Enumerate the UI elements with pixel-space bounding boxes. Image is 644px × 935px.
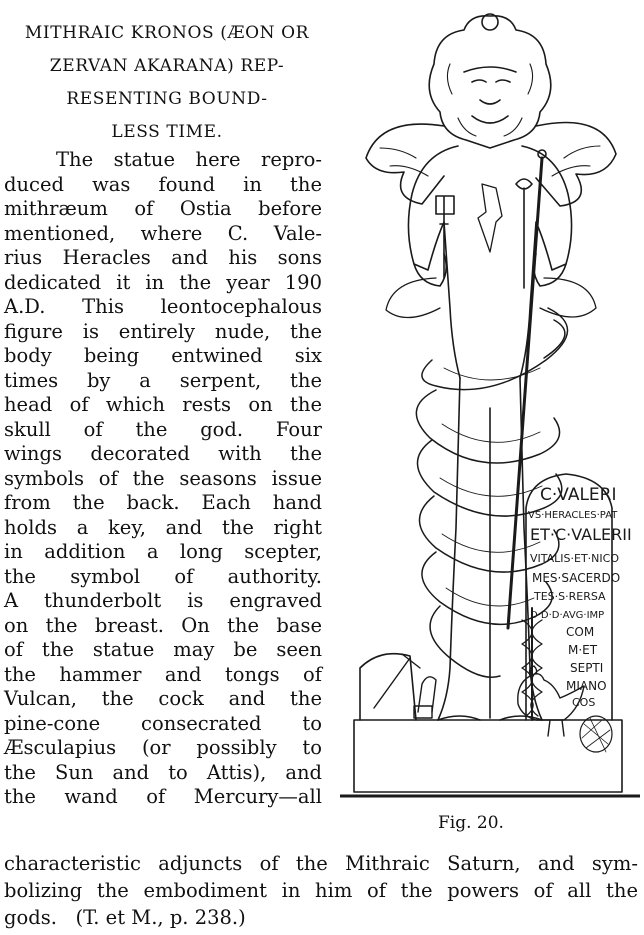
description-full-width bbox=[4, 850, 638, 931]
left-wing bbox=[366, 124, 444, 204]
text-line: symbols of the seasons issue bbox=[4, 466, 322, 490]
citation: (T. et M., p. 238.) bbox=[75, 906, 246, 929]
text-line-final bbox=[4, 904, 638, 931]
inscription-line: MES·SACERDO bbox=[532, 571, 621, 585]
pine-cone bbox=[580, 716, 612, 752]
inscription-line: MIANO bbox=[566, 679, 607, 693]
right-wing bbox=[536, 123, 616, 207]
thunderbolt bbox=[478, 184, 502, 252]
text-line: holds a key, and the right bbox=[4, 515, 322, 539]
text-line: on the breast. On the base bbox=[4, 613, 322, 637]
right-key bbox=[516, 179, 532, 288]
text-line: head of which rests on the bbox=[4, 393, 322, 416]
caduceus bbox=[522, 608, 542, 720]
text-line: the wand of Mercury—all bbox=[4, 785, 322, 808]
text-line: the symbol of authority. bbox=[4, 564, 322, 588]
text-line: mentioned, where C. Vale- bbox=[4, 221, 322, 245]
caption-line: RESENTING BOUND- bbox=[66, 89, 268, 109]
text-line: gods. bbox=[4, 906, 57, 929]
hammer-and-tongs bbox=[374, 654, 436, 718]
text-line: the Sun and to Attis), and bbox=[4, 760, 322, 784]
text-line: in addition a long scepter, bbox=[4, 540, 322, 563]
inscription-line: M·ET bbox=[568, 643, 598, 657]
text-line: A.D. This leontocephalous bbox=[4, 295, 322, 318]
text-line: the hammer and tongs of bbox=[4, 662, 322, 686]
torso bbox=[408, 146, 571, 378]
text-line: body being entwined six bbox=[4, 344, 322, 367]
inscription-line: ET·C·VALERII bbox=[530, 525, 632, 544]
inscription-line: VS·HERACLES·PAT bbox=[528, 510, 618, 521]
text-line: times by a serpent, the bbox=[4, 368, 322, 392]
inscription-line: TES·S·RERSA bbox=[534, 590, 606, 603]
inscription-line: COS bbox=[572, 696, 596, 709]
figure-label: Fig. 20. bbox=[438, 813, 504, 833]
caption-line: ZERVAN AKARANA) REP- bbox=[49, 56, 285, 76]
text-line: duced was found in the bbox=[4, 172, 322, 196]
inscription-line: VITALIS·ET·NICO bbox=[530, 552, 619, 565]
inscription-line: COM bbox=[566, 625, 595, 639]
text-line: skull of the god. Four bbox=[4, 417, 322, 441]
statue-base bbox=[354, 720, 622, 792]
text-line: Vulcan, the cock and the bbox=[4, 687, 322, 710]
inscription bbox=[528, 485, 632, 709]
inscription-line: SEPTI bbox=[570, 661, 604, 675]
text-line: of the statue may be seen bbox=[4, 638, 322, 661]
inscription-line: D·D·D·AVG·IMP bbox=[530, 610, 605, 621]
text-line: A thunderbolt is engraved bbox=[4, 589, 322, 612]
text-line: figure is entirely nude, the bbox=[4, 319, 322, 343]
text-line: pine-cone consecrated to bbox=[4, 711, 322, 735]
text-line: The statue here repro- bbox=[56, 148, 322, 171]
text-line: bolizing the embodiment in him of the powers of all the bbox=[4, 879, 638, 902]
statue-illustration bbox=[340, 8, 640, 808]
text-line: wings decorated with the bbox=[4, 442, 322, 465]
inscription-line: C·VALERI bbox=[540, 485, 617, 505]
text-line: characteristic adjuncts of the Mithraic Saturn, and sym- bbox=[4, 852, 638, 875]
text-line: rius Heracles and his sons bbox=[4, 246, 322, 269]
caption-line: LESS TIME. bbox=[111, 122, 223, 142]
text-line: Æsculapius (or possibly to bbox=[4, 736, 322, 759]
caption-line: MITHRAIC KRONOS (ÆON OR bbox=[24, 23, 310, 43]
description-column bbox=[4, 148, 322, 810]
text-line: mithræum of Ostia before bbox=[4, 197, 322, 220]
figure-caption bbox=[4, 17, 330, 149]
text-line: dedicated it in the year 190 bbox=[4, 270, 322, 294]
text-line: from the back. Each hand bbox=[4, 491, 322, 514]
